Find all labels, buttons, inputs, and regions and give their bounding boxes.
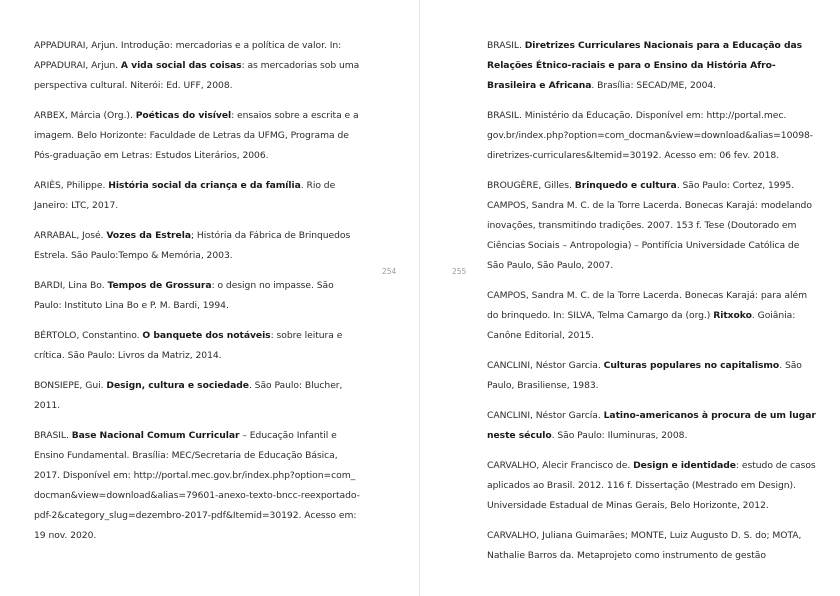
reference-entry: CANCLINI, Néstor Garcia. Culturas populares no capitalismo. São Paulo, Brasiliense, 1983. — [487, 360, 802, 391]
reference-entry: CARVALHO, Juliana Guimarães; MONTE, Luiz Augusto D. S. do; MOTA, Nathalie Barros da. Metaprojeto como instrumento de gestão — [487, 530, 802, 561]
reference-entry: ARRABAL, José. Vozes da Estrela; História da Fábrica de Brinquedos Estrela. São Paulo:Tempo & Memória, 2003. — [34, 230, 351, 261]
right-page — [420, 0, 840, 596]
reference-entry: CARVALHO, Alecir Francisco de. Design e identidade: estudo de casos aplicados ao Brasil. 2012. 116 f. Dissertação (Mestrado em Design). Universidade Estadual de Minas Gerais, Belo Horizonte, 2012. — [487, 460, 816, 511]
left-page — [0, 0, 419, 596]
reference-entry: CANCLINI, Néstor García. Latino-americanos à procura de um lugar neste século. São Paulo: Iluminuras, 2008. — [487, 410, 816, 441]
reference-entry: APPADURAI, Arjun. Introdução: mercadorias e a política de valor. In: APPADURAI, Arjun. A vida social das coisas: as mercadorias sob uma perspectiva cultural. Niterói: Ed. UFF, 2008. — [34, 40, 360, 91]
page-number: 254 — [382, 267, 397, 276]
reference-entry: BARDI, Lina Bo. Tempos de Grossura: o design no impasse. São Paulo: Instituto Lina Bo e P. M. Bardi, 1994. — [34, 280, 334, 311]
reference-entry: BRASIL. Ministério da Educação. Disponível em: http://portal.mec. gov.br/index.php?option=com_docman&view=download&alias=10098-diretrizes-curriculares&Itemid=30192. Acesso em: 06 fev. 2018. — [487, 110, 814, 161]
page-number: 255 — [452, 267, 467, 276]
reference-entry: CAMPOS, Sandra M. C. de la Torre Lacerda. Bonecas Karajá: modelando inovações, transmitindo tradições. 2007. 153 f. Tese (Doutorado em Ciências Sociais – Antropologia) – Pontifícia Universidade Católica de São Paulo, São Paulo, 2007. — [487, 200, 812, 271]
reference-entry: CAMPOS, Sandra M. C. de la Torre Lacerda. Bonecas Karajá: para além do brinquedo. In: SILVA, Telma Camargo da (org.) Ritxoko. Goiânia: Canône Editorial, 2015. — [487, 290, 807, 341]
reference-entry: ARIÈS, Philippe. História social da criança e da família. Rio de Janeiro: LTC, 2017. — [34, 180, 336, 211]
reference-entry: ARBEX, Márcia (Org.). Poéticas do visível: ensaios sobre a escrita e a imagem. Belo Horizonte: Faculdade de Letras da UFMG, Programa de Pós-graduação em Letras: Estudos Literários, 2006. — [34, 110, 359, 161]
reference-entry: BRASIL. Base Nacional Comum Curricular – Educação Infantil e Ensino Fundamental. Brasília: MEC/Secretaria de Educação Básica, 2017. Disponível em: http://portal.mec.gov.br/index.php?option=com_ docman&view=download&alias=79601-anexo-texto-bncc-reexportado-pdf-2&category_slug=dezembro-2017-pdf&Itemid=30192. Acesso em: 19 nov. 2020. — [34, 430, 360, 541]
bibliography-column-left — [34, 36, 364, 556]
reference-entry: BRASIL. Diretrizes Curriculares Nacionais para a Educação das Relações Étnico-raciais e para o Ensino da História Afro-Brasileira e Africana. Brasília: SECAD/ME, 2004. — [487, 40, 803, 91]
reference-entry: BONSIEPE, Gui. Design, cultura e sociedade. São Paulo: Blucher, 2011. — [34, 380, 343, 411]
reference-entry: BÉRTOLO, Constantino. O banquete dos notáveis: sobre leitura e crítica. São Paulo: Livros da Matriz, 2014. — [34, 330, 343, 361]
reference-entry: BROUGÈRE, Gilles. Brinquedo e cultura. São Paulo: Cortez, 1995. — [487, 180, 795, 191]
bibliography-column-right — [487, 36, 817, 576]
